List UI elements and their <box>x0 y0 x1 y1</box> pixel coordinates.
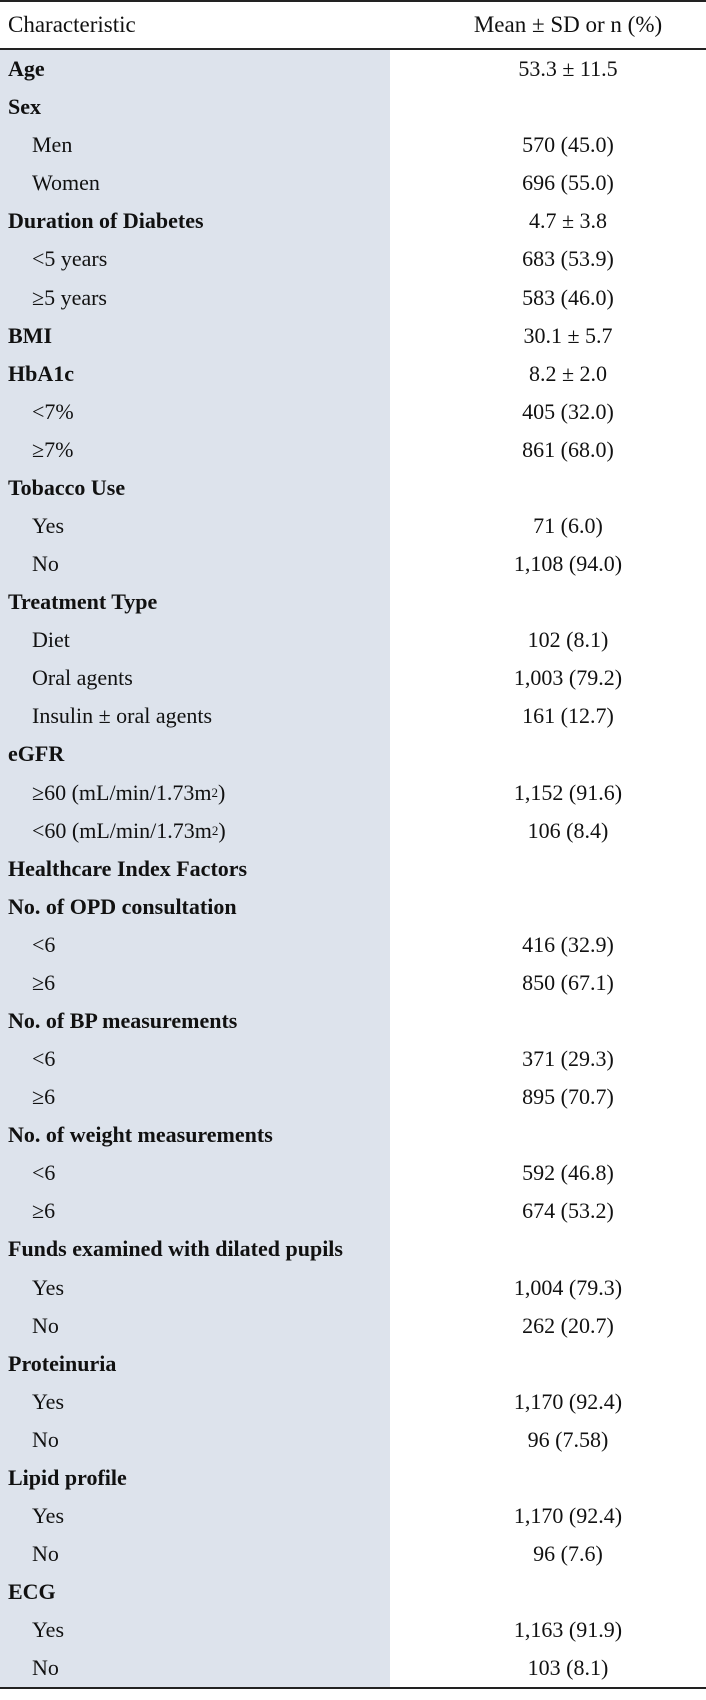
row-label-text: Diet <box>32 627 70 653</box>
row-label-text: ECG <box>8 1579 56 1605</box>
table-row <box>0 1078 706 1116</box>
row-label <box>0 888 390 926</box>
row-label <box>0 1230 390 1268</box>
table-row <box>0 888 706 926</box>
row-value: 861 (68.0) <box>522 436 614 462</box>
row-label <box>0 507 390 545</box>
row-label <box>0 1383 390 1421</box>
row-value <box>390 583 706 621</box>
table-row <box>0 1230 706 1268</box>
table-body <box>0 50 706 1687</box>
row-label-text: No. of BP measurements <box>8 1007 238 1033</box>
row-value: 4.7 ± 3.8 <box>528 208 608 234</box>
row-label-text: Proteinuria <box>8 1350 117 1376</box>
row-label-text: No. of weight measurements <box>8 1122 273 1148</box>
table-row <box>0 659 706 697</box>
row-label <box>0 1573 390 1611</box>
row-label-text: <5 years <box>32 246 108 272</box>
row-label <box>0 659 390 697</box>
row-label-text: No. of OPD consultation <box>8 893 237 919</box>
row-value <box>390 888 706 926</box>
row-label <box>0 583 390 621</box>
row-label <box>0 697 390 735</box>
row-value: 102 (8.1) <box>527 627 609 653</box>
table-row <box>0 1307 706 1345</box>
row-label-text: ≥5 years <box>32 284 107 310</box>
bottom-rule <box>0 1687 706 1689</box>
table-row <box>0 1002 706 1040</box>
row-value: 592 (46.8) <box>522 1160 614 1186</box>
row-label-text: No <box>32 1426 59 1452</box>
row-label <box>0 735 390 773</box>
row-value: 674 (53.2) <box>522 1198 614 1224</box>
row-value <box>390 1230 706 1268</box>
row-label-text: Yes <box>32 1617 65 1643</box>
table-row <box>0 507 706 545</box>
row-label-text: No <box>32 1541 59 1567</box>
row-label <box>0 164 390 202</box>
table-row <box>0 583 706 621</box>
row-label <box>0 1307 390 1345</box>
row-label <box>0 1078 390 1116</box>
row-label <box>0 1345 390 1383</box>
table-row <box>0 850 706 888</box>
table-row <box>0 1421 706 1459</box>
row-value: 262 (20.7) <box>522 1312 614 1338</box>
table-row <box>0 469 706 507</box>
row-label <box>0 1154 390 1192</box>
table-row <box>0 1611 706 1649</box>
row-label-text: Yes <box>32 512 65 538</box>
row-label-suffix: ) <box>218 817 226 843</box>
table-row <box>0 355 706 393</box>
row-value <box>390 1345 706 1383</box>
row-label-text: eGFR <box>8 741 65 767</box>
row-label-text: ≥7% <box>32 436 74 462</box>
row-label <box>0 621 390 659</box>
row-label-text: BMI <box>8 322 52 348</box>
row-label-text: Age <box>8 56 45 82</box>
table-row <box>0 278 706 316</box>
row-value: 1,108 (94.0) <box>513 551 623 577</box>
row-label-text: Women <box>32 170 100 196</box>
row-value: 53.3 ± 11.5 <box>518 56 618 82</box>
row-label <box>0 355 390 393</box>
row-label: ≥60 (mL/min/1.73m 2 ) <box>0 773 390 811</box>
table-row <box>0 202 706 240</box>
row-label-text: Tobacco Use <box>8 474 126 500</box>
row-label-text: Healthcare Index Factors <box>8 855 248 881</box>
table-row <box>0 1535 706 1573</box>
row-value <box>390 850 706 888</box>
row-label <box>0 1192 390 1230</box>
row-label <box>0 1421 390 1459</box>
table-row <box>0 1192 706 1230</box>
row-value: 405 (32.0) <box>522 398 614 424</box>
row-value: 1,003 (79.2) <box>513 665 623 691</box>
table-row <box>0 1459 706 1497</box>
row-label <box>0 1497 390 1535</box>
row-label-text: Yes <box>32 1388 65 1414</box>
row-label <box>0 1040 390 1078</box>
row-label-text: Treatment Type <box>8 589 158 615</box>
row-value: 683 (53.9) <box>522 246 614 272</box>
row-label-text: <6 <box>32 931 56 957</box>
row-value: 1,170 (92.4) <box>513 1388 623 1414</box>
row-label-text: No <box>32 1655 59 1681</box>
row-label: <60 (mL/min/1.73m 2 ) <box>0 812 390 850</box>
row-label <box>0 1116 390 1154</box>
table-row <box>0 1497 706 1535</box>
row-value <box>390 1116 706 1154</box>
row-value <box>390 1459 706 1497</box>
row-value: 1,163 (91.9) <box>513 1617 623 1643</box>
row-label <box>0 469 390 507</box>
table-row <box>0 50 706 88</box>
row-label <box>0 1002 390 1040</box>
table-row <box>0 1040 706 1078</box>
row-value <box>390 735 706 773</box>
row-value: 96 (7.58) <box>527 1426 609 1452</box>
table-row <box>0 393 706 431</box>
table-row <box>0 126 706 164</box>
row-value: 1,152 (91.6) <box>513 779 623 805</box>
row-label-text: ≥6 <box>32 1084 56 1110</box>
table-row <box>0 621 706 659</box>
row-value: 416 (32.9) <box>522 931 614 957</box>
row-label-text: Sex <box>8 94 41 120</box>
row-label <box>0 1611 390 1649</box>
row-label-text: <7% <box>32 398 74 424</box>
row-value <box>390 1002 706 1040</box>
table-row <box>0 1383 706 1421</box>
row-label-text: Funds examined with dilated pupils <box>8 1236 343 1262</box>
table-row <box>0 545 706 583</box>
table-row <box>0 1154 706 1192</box>
row-value <box>390 88 706 126</box>
header-value: Mean ± SD or n (%) <box>390 2 706 48</box>
row-label <box>0 431 390 469</box>
table-row <box>0 697 706 735</box>
row-label-text: No <box>32 1312 59 1338</box>
row-label-text: ≥6 <box>32 969 56 995</box>
row-label-text: Lipid profile <box>8 1464 127 1490</box>
row-label <box>0 545 390 583</box>
row-value <box>390 469 706 507</box>
row-value: 71 (6.0) <box>533 512 603 538</box>
table-row <box>0 1573 706 1611</box>
row-label-suffix: ) <box>218 779 226 805</box>
row-value: 103 (8.1) <box>527 1655 609 1681</box>
row-label <box>0 50 390 88</box>
table-row <box>0 812 706 850</box>
row-label-text: Yes <box>32 1503 65 1528</box>
row-label-text: <60 (mL/min/1.73m <box>32 817 212 843</box>
table-row <box>0 735 706 773</box>
row-value: 96 (7.6) <box>533 1541 603 1567</box>
row-value: 850 (67.1) <box>522 969 614 995</box>
row-label <box>0 964 390 1002</box>
row-value: 371 (29.3) <box>522 1046 614 1072</box>
row-value: 8.2 ± 2.0 <box>528 360 608 386</box>
row-label-text: No <box>32 551 59 577</box>
row-label <box>0 88 390 126</box>
row-label <box>0 202 390 240</box>
row-label <box>0 926 390 964</box>
row-value <box>390 1573 706 1611</box>
table-row <box>0 926 706 964</box>
row-label <box>0 126 390 164</box>
row-value: 161 (12.7) <box>522 703 614 729</box>
row-value: 30.1 ± 5.7 <box>523 322 613 348</box>
row-label-text: Men <box>32 132 73 158</box>
row-label-text: Yes <box>32 1274 65 1300</box>
row-value: 895 (70.7) <box>522 1084 614 1110</box>
row-label <box>0 317 390 355</box>
row-label-text: HbA1c <box>8 360 74 386</box>
table-row <box>0 317 706 355</box>
row-value: 106 (8.4) <box>527 817 609 843</box>
row-label-text: <6 <box>32 1046 56 1072</box>
row-value: 1,170 (92.4) <box>513 1503 623 1528</box>
row-label <box>0 1459 390 1497</box>
table-row <box>0 1649 706 1687</box>
row-label-text: ≥6 <box>32 1198 56 1224</box>
table-row <box>0 1269 706 1307</box>
row-label-text: Oral agents <box>32 665 133 691</box>
row-label <box>0 1535 390 1573</box>
table-header <box>0 0 706 50</box>
row-value: 570 (45.0) <box>522 132 614 158</box>
row-label <box>0 850 390 888</box>
row-label <box>0 278 390 316</box>
row-value: 583 (46.0) <box>522 284 614 310</box>
table-row <box>0 1345 706 1383</box>
row-label <box>0 1269 390 1307</box>
row-label <box>0 1649 390 1687</box>
table-row <box>0 431 706 469</box>
table-row <box>0 964 706 1002</box>
row-value: 1,004 (79.3) <box>513 1274 623 1300</box>
row-label-text: ≥60 (mL/min/1.73m <box>32 779 212 805</box>
row-value: 696 (55.0) <box>522 170 614 196</box>
header-characteristic: Characteristic <box>0 2 390 48</box>
table-row <box>0 240 706 278</box>
row-label-text: Duration of Diabetes <box>8 208 204 234</box>
table-row <box>0 88 706 126</box>
table-row <box>0 164 706 202</box>
row-label-text: Insulin ± oral agents <box>32 703 213 729</box>
row-label <box>0 393 390 431</box>
row-label-text: <6 <box>32 1160 56 1186</box>
row-label <box>0 240 390 278</box>
table-row <box>0 773 706 811</box>
table-row <box>0 1116 706 1154</box>
